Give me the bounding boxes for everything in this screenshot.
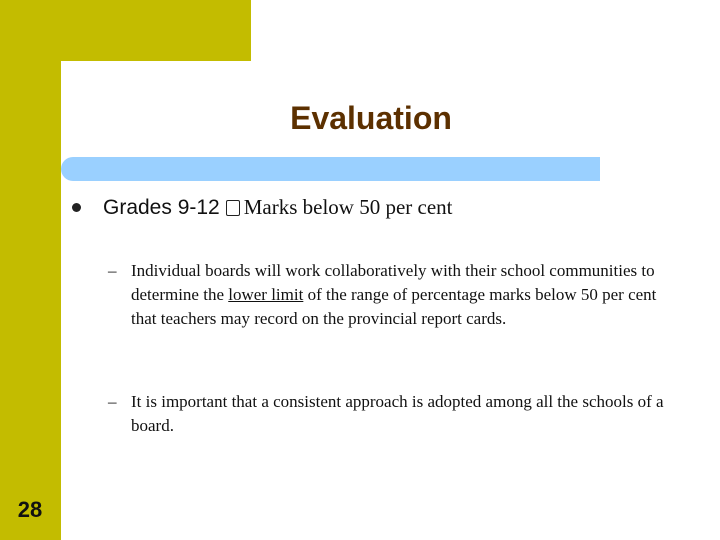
bullet-dot-icon (72, 203, 81, 212)
left-accent-band (0, 0, 61, 540)
page-number: 28 (17, 497, 43, 522)
top-accent-band (0, 0, 251, 61)
bullet-rest: Marks below 50 per cent (243, 195, 453, 219)
sub-point-text: It is important that a consistent approach is adopted among all the schools of a board. (131, 392, 664, 435)
slide-title: Evaluation (290, 100, 452, 136)
underlined-phrase: lower limit (228, 285, 304, 304)
sub-point-text-before: Individual boards will work collaboratively with their school communities to determine the (131, 261, 655, 304)
sub-point-text (131, 259, 666, 331)
main-bullet-text (103, 193, 453, 222)
bullet-prefix: Grades 9-12 (103, 196, 220, 219)
sub-point-text-after: of the range of percentage marks below 50 per cent that teachers may record on the provincial report cards. (131, 285, 657, 328)
dash-icon: – (108, 392, 117, 411)
title-underline-bar (61, 157, 600, 181)
main-bullet (72, 193, 692, 223)
dash-icon: – (108, 261, 117, 280)
missing-glyph-icon (226, 200, 240, 216)
